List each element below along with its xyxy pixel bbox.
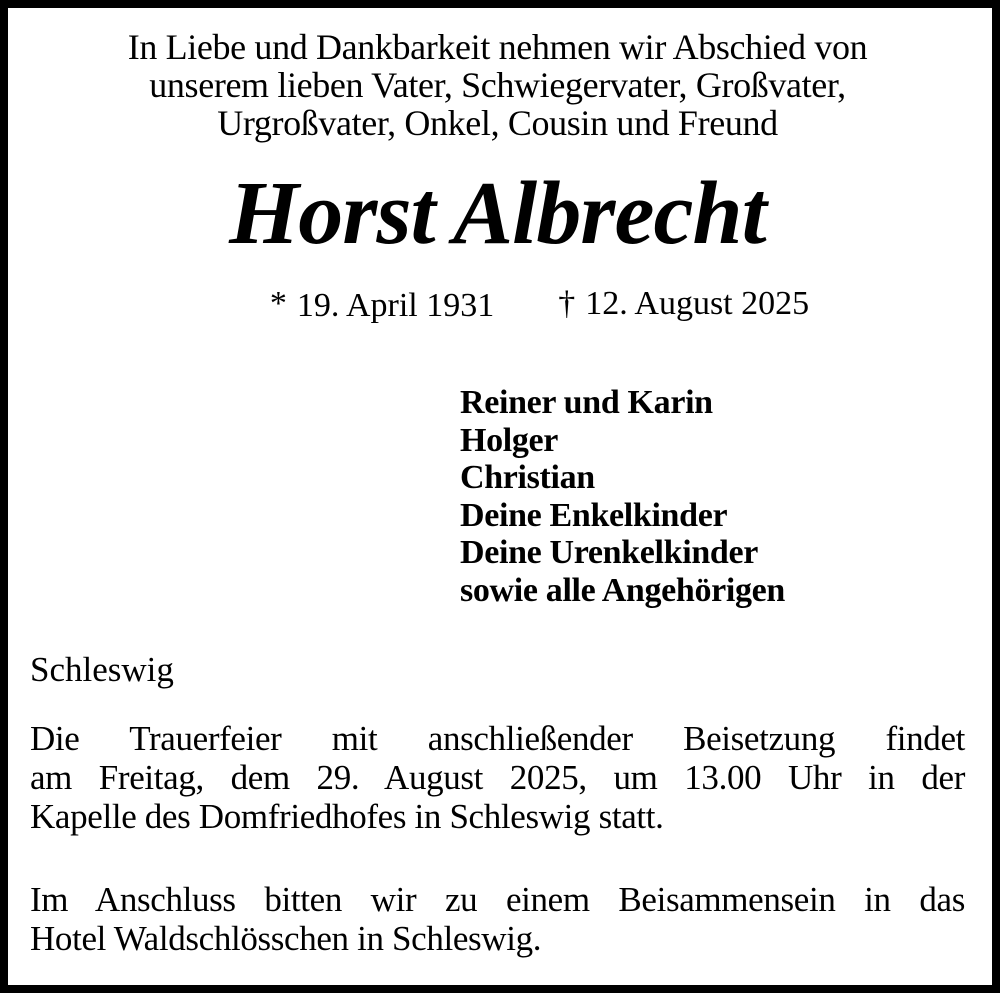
intro-block bbox=[30, 28, 965, 142]
mourner-line: Deine Urenkelkinder bbox=[460, 534, 758, 571]
place-line: Schleswig bbox=[30, 650, 174, 689]
birth-date-text: 19. April 1931 bbox=[296, 287, 495, 324]
dates-row bbox=[72, 286, 1000, 324]
funeral-line: am Freitag, dem 29. August 2025, um 13.00 Uhr in der bbox=[30, 758, 965, 797]
deceased-name: Horst Albrecht bbox=[229, 164, 766, 263]
mourner-line: sowie alle Angehörigen bbox=[460, 571, 785, 609]
intro-line: unserem lieben Vater, Schwiegervater, Großvater, bbox=[149, 65, 846, 105]
gathering-paragraph bbox=[30, 880, 965, 958]
funeral-line: Die Trauerfeier mit anschließender Beisetzung findet bbox=[30, 719, 965, 758]
mourner-line: Reiner und Karin bbox=[460, 384, 713, 421]
intro-line: In Liebe und Dankbarkeit nehmen wir Abschied von bbox=[127, 27, 868, 67]
death-dagger-symbol: † bbox=[558, 285, 576, 322]
death-date-text: 12. August 2025 bbox=[585, 285, 810, 322]
mourner-line: Christian bbox=[460, 459, 595, 496]
birth-star-symbol: * bbox=[269, 285, 287, 322]
funeral-paragraph bbox=[30, 719, 965, 836]
mourner-line: Deine Enkelkinder bbox=[460, 496, 728, 534]
gathering-line: Im Anschluss bitten wir zu einem Beisammensein in das bbox=[30, 880, 965, 919]
death-date bbox=[558, 286, 809, 324]
mourners-block bbox=[460, 384, 965, 609]
mourner-line: Holger bbox=[460, 421, 559, 459]
birth-date bbox=[270, 286, 494, 324]
funeral-line: Kapelle des Domfriedhofes in Schleswig statt. bbox=[30, 797, 664, 836]
intro-line: Urgroßvater, Onkel, Cousin und Freund bbox=[217, 103, 778, 143]
gathering-line: Hotel Waldschlösschen in Schleswig. bbox=[30, 919, 542, 958]
